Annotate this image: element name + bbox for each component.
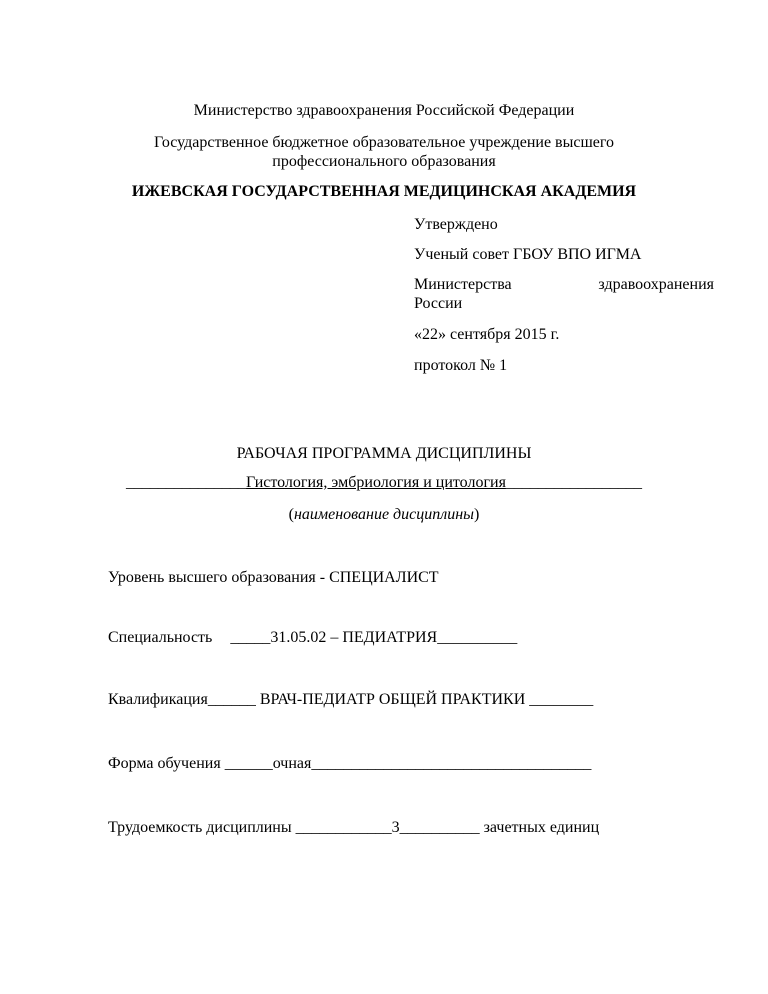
discipline-lead-blank: _______________ <box>126 474 247 491</box>
caption-open: ( <box>288 506 294 523</box>
specialty-value: 31.05.02 – ПЕДИАТРИЯ__________ <box>270 629 518 646</box>
institution-line-1: Государственное бюджетное образовательное учреждение высшего <box>153 134 615 151</box>
protocol-number: протокол № 1 <box>414 357 508 374</box>
study-form-blank: ______ <box>224 755 273 772</box>
ministry-row <box>414 275 714 295</box>
education-level: Уровень высшего образования - СПЕЦИАЛИСТ <box>108 569 439 586</box>
program-title: РАБОЧАЯ ПРОГРАММА ДИСЦИПЛИНЫ <box>236 445 532 462</box>
health-word: здравоохранения <box>598 276 714 293</box>
approved-label: Утверждено <box>414 216 498 233</box>
study-form-value: очная___________________________________ <box>272 755 592 772</box>
qualification-row: Квалификация______ ВРАЧ-ПЕДИАТР ОБЩЕЙ ПРАКТИКИ ________ <box>108 691 594 708</box>
study-form-label: Форма обучения <box>108 755 225 772</box>
study-form-row <box>108 754 591 774</box>
specialty-label: Специальность <box>108 629 213 646</box>
specialty-blank: _____ <box>230 629 271 646</box>
discipline-trail-blank: _________________ <box>505 474 642 491</box>
approval-date: «22» сентября 2015 г. <box>414 326 560 343</box>
specialty-row <box>108 628 517 648</box>
discipline-name: Гистология, эмбриология и цитология <box>246 474 506 491</box>
council-name: Ученый совет ГБОУ ВПО ИГМА <box>414 246 642 263</box>
caption-text: наименование дисциплины <box>293 506 474 523</box>
discipline-line <box>0 473 768 493</box>
ministry-word: Министерства <box>414 276 512 293</box>
ministry-heading: Министерство здравоохранения Российской Федерации <box>193 102 575 119</box>
caption-close: ) <box>474 506 480 523</box>
discipline-caption <box>0 505 768 525</box>
institution-line-2: профессионального образования <box>272 153 496 170</box>
academy-name: ИЖЕВСКАЯ ГОСУДАРСТВЕННАЯ МЕДИЦИНСКАЯ АКАДЕМИЯ <box>131 183 637 200</box>
russia-word: России <box>414 295 463 312</box>
workload-row: Трудоемкость дисциплины ____________3__________ зачетных единиц <box>108 819 600 836</box>
